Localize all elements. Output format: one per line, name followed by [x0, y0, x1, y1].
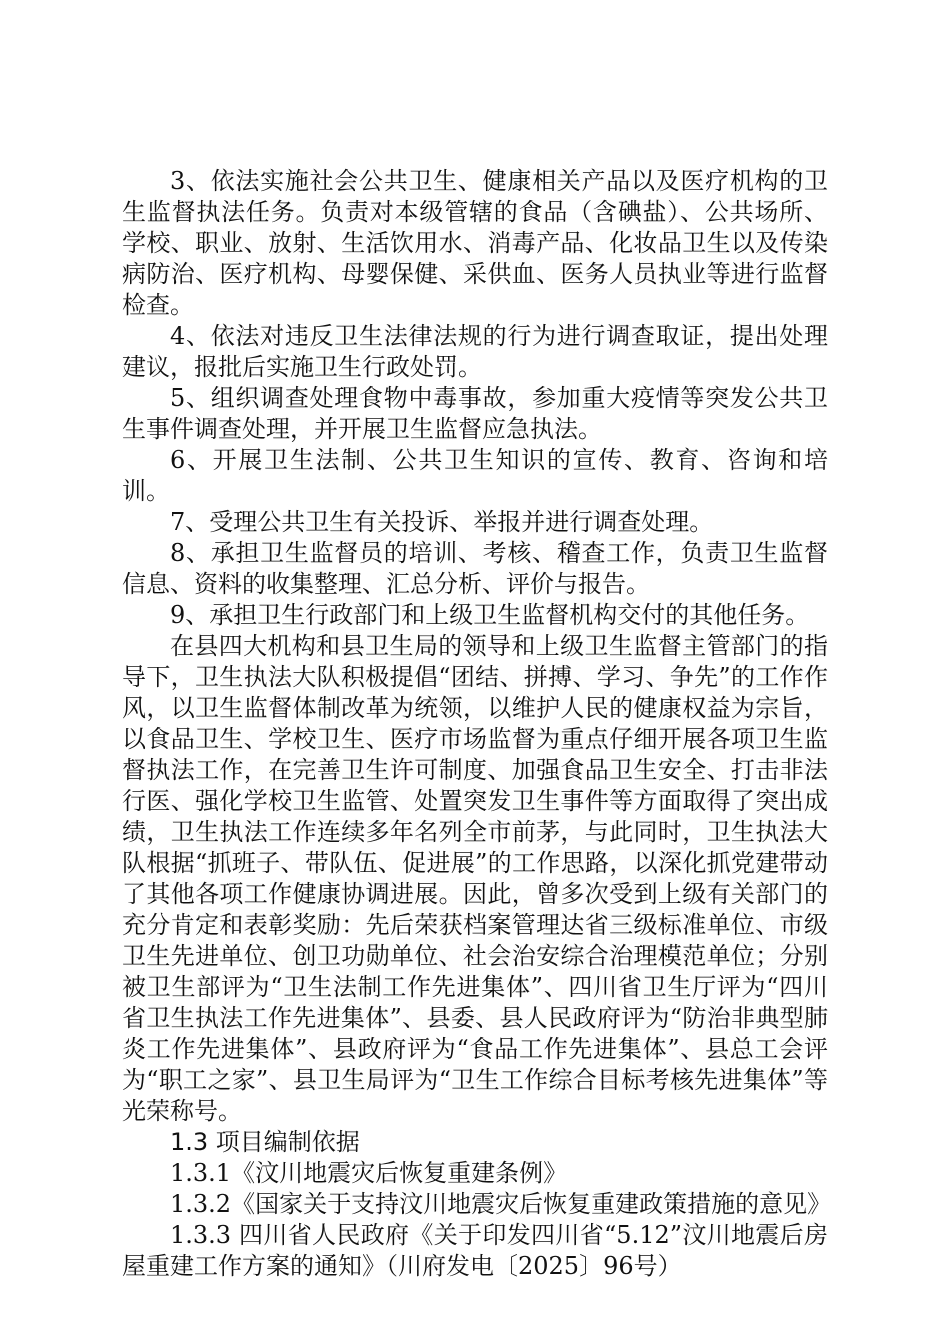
duty-item-5: 5、组织调查处理食物中毒事故，参加重大疫情等突发公共卫生事件调查处理，并开展卫生监督应急执法。 [122, 384, 828, 443]
achievements-paragraph: 在县四大机构和县卫生局的领导和上级卫生监督主管部门的指导下，卫生执法大队积极提倡“团结、拼搏、学习、争先”的工作作风，以卫生监督体制改革为统领，以维护人民的健康权益为宗旨，以食品卫生、学校卫生、医疗市场监督为重点仔细开展各项卫生监督执法工作，在完善卫生许可制度、加强食品卫生安全、打击非法行医、强化学校卫生监管、处置突发卫生事件等方面取得了突出成绩，卫生执法工作连续多年名列全市前茅，与此同时，卫生执法大队根据“抓班子、带队伍、促进展”的工作思路，以深化抓党建带动了其他各项工作健康协调进展。因此，曾多次受到上级有关部门的充分肯定和表彰奖励：先后荣获档案管理达省三级标准单位、市级卫生先进单位、创卫功勋单位、社会治安综合治理模范单位；分别被卫生部评为“卫生法制工作先进集体”、四川省卫生厅评为“四川省卫生执法工作先进集体”、县委、县人民政府评为“防治非典型肺炎工作先进集体”、县政府评为“食品工作先进集体”、县总工会评为“职工之家”、县卫生局评为“卫生工作综合目标考核先进集体”等光荣称号。 [122, 632, 828, 1125]
section-heading: 1.3 项目编制依据 [170, 1128, 360, 1156]
duty-item-3: 3、依法实施社会公共卫生、健康相关产品以及医疗机构的卫生监督执法任务。负责对本级管辖的食品（含碘盐）、公共场所、学校、职业、放射、生活饮用水、消毒产品、化妆品卫生以及传染病防治、医疗机构、母婴保健、采供血、医务人员执业等进行监督检查。 [122, 167, 828, 319]
duty-item-8: 8、承担卫生监督员的培训、考核、稽查工作，负责卫生监督信息、资料的收集整理、汇总分析、评价与报告。 [122, 539, 828, 598]
duty-item-4: 4、依法对违反卫生法律法规的行为进行调查取证，提出处理建议，报批后实施卫生行政处罚。 [122, 322, 828, 381]
document-page [122, 166, 832, 1282]
basis-item-3: 1.3.3 四川省人民政府《关于印发四川省“5.12”汶川地震后房屋重建工作方案的通知》（川府发电〔2025〕96号） [122, 1221, 828, 1280]
basis-item-2: 1.3.2《国家关于支持汶川地震灾后恢复重建政策措施的意见》 [170, 1190, 832, 1218]
duty-item-9: 9、承担卫生行政部门和上级卫生监督机构交付的其他任务。 [170, 601, 810, 629]
duty-item-6: 6、开展卫生法制、公共卫生知识的宣传、教育、咨询和培训。 [122, 446, 828, 505]
basis-item-1: 1.3.1《汶川地震灾后恢复重建条例》 [170, 1159, 568, 1187]
duty-item-7: 7、受理公共卫生有关投诉、举报并进行调查处理。 [170, 508, 714, 536]
